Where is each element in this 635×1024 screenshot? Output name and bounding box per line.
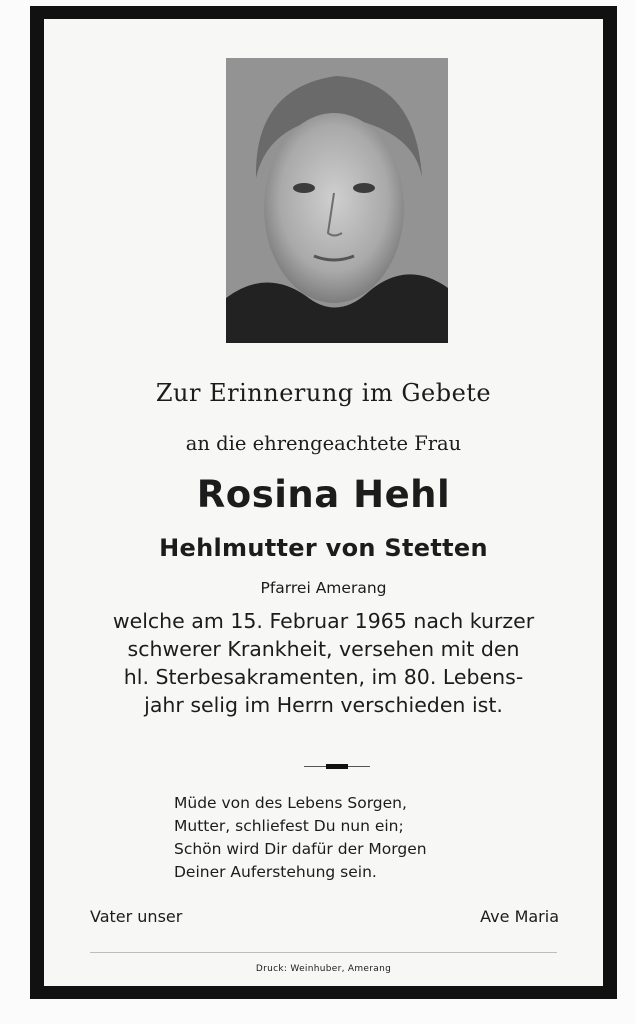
divider — [304, 764, 370, 769]
parish: Pfarrei Amerang — [260, 579, 387, 597]
poem-line: Deiner Auferstehung sein. — [174, 863, 377, 881]
death-notice-line: hl. Sterbesakramenten, im 80. Lebens- — [123, 665, 524, 689]
footer-rule — [90, 952, 557, 953]
poem — [174, 792, 427, 884]
death-notice-line: welche am 15. Februar 1965 nach kurzer — [112, 609, 535, 633]
heading: Zur Erinnerung im Gebete — [155, 379, 492, 407]
subheading: an die ehrengeachtete Frau — [185, 432, 462, 455]
poem-line: Mutter, schliefest Du nun ein; — [174, 817, 404, 835]
prayer-left: Vater unser — [90, 907, 183, 926]
death-notice-line: jahr selig im Herrn verschieden ist. — [144, 693, 503, 717]
poem-line: Schön wird Dir dafür der Morgen — [174, 840, 427, 858]
portrait-photo-icon — [226, 58, 448, 343]
deceased-title: Hehlmutter von Stetten — [159, 534, 488, 562]
death-notice-line: schwerer Krankheit, versehen mit den — [127, 637, 520, 661]
card-paper — [44, 19, 603, 986]
memorial-card — [30, 6, 617, 999]
printer-credit: Druck: Weinhuber, Amerang — [255, 964, 392, 974]
prayer-right: Ave Maria — [480, 907, 559, 926]
deceased-name: Rosina Hehl — [196, 473, 451, 516]
poem-line: Müde von des Lebens Sorgen, — [174, 794, 407, 812]
death-notice-text — [44, 607, 603, 719]
